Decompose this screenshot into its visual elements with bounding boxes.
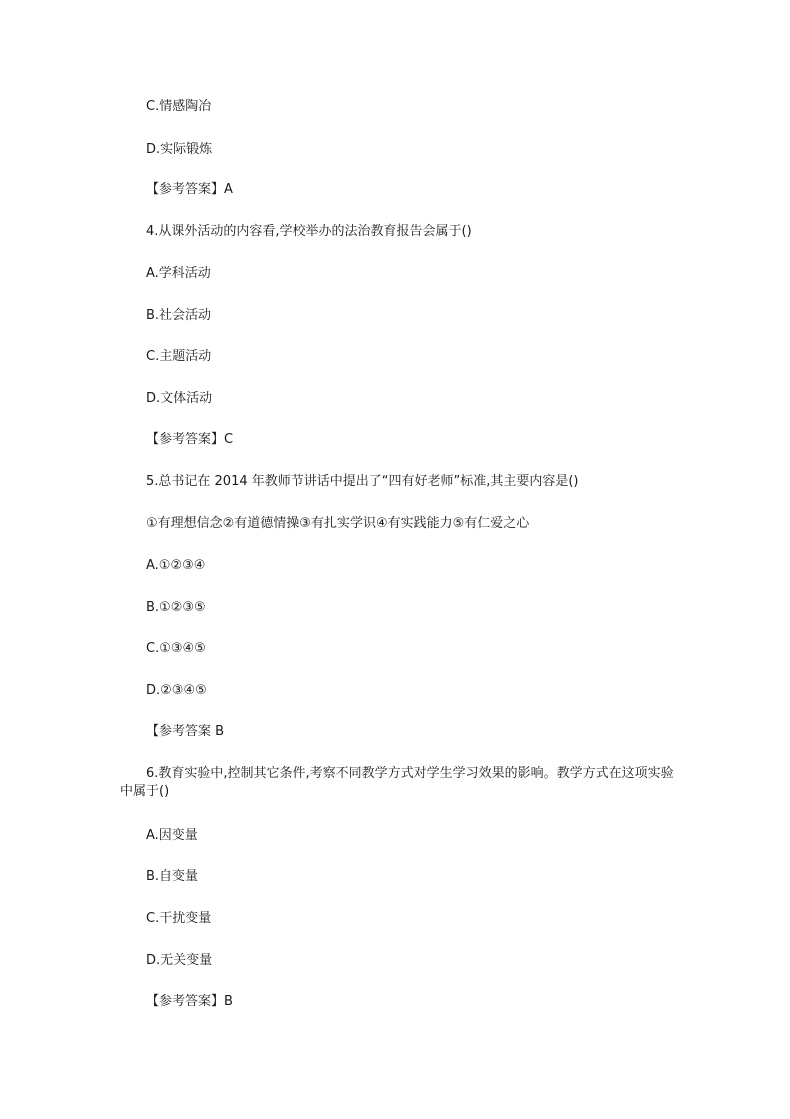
q3-answer: 【参考答案】A [146, 182, 233, 197]
q6-question: 6.教育实验中,控制其它条件,考察不同教学方式对学生学习效果的影响。教学方式在这项实验中属于() [120, 766, 674, 799]
q6-answer: 【参考答案】B [146, 994, 233, 1009]
q6-option-c: C.干扰变量 [146, 911, 212, 926]
q5-question: 5.总书记在 2014 年教师节讲话中提出了“四有好老师”标准,其主要内容是() [146, 474, 579, 489]
q5-answer: 【参考答案 B [146, 724, 225, 739]
q6-option-a: A.因变量 [146, 828, 198, 843]
q5-items: ①有理想信念②有道德情操③有扎实学识④有实践能力⑤有仁爱之心 [146, 516, 530, 531]
q6-option-d: D.无关变量 [146, 953, 213, 968]
q5-option-b: B.①②③⑤ [146, 600, 206, 615]
q3-option-c: C.情感陶冶 [146, 99, 212, 114]
q4-answer: 【参考答案】C [146, 432, 234, 447]
q4-option-c: C.主题活动 [146, 349, 212, 364]
q6-option-b: B.自变量 [146, 869, 199, 884]
q5-option-a: A.①②③④ [146, 558, 206, 573]
q4-option-a: A.学科活动 [146, 266, 211, 281]
q5-option-d: D.②③④⑤ [146, 683, 207, 698]
q3-option-d: D.实际锻炼 [146, 142, 213, 157]
q5-option-c: C.①③④⑤ [146, 641, 206, 656]
q4-question: 4.从课外活动的内容看,学校举办的法治教育报告会属于() [146, 224, 472, 239]
q4-option-b: B.社会活动 [146, 308, 212, 323]
q4-option-d: D.文体活动 [146, 391, 213, 406]
